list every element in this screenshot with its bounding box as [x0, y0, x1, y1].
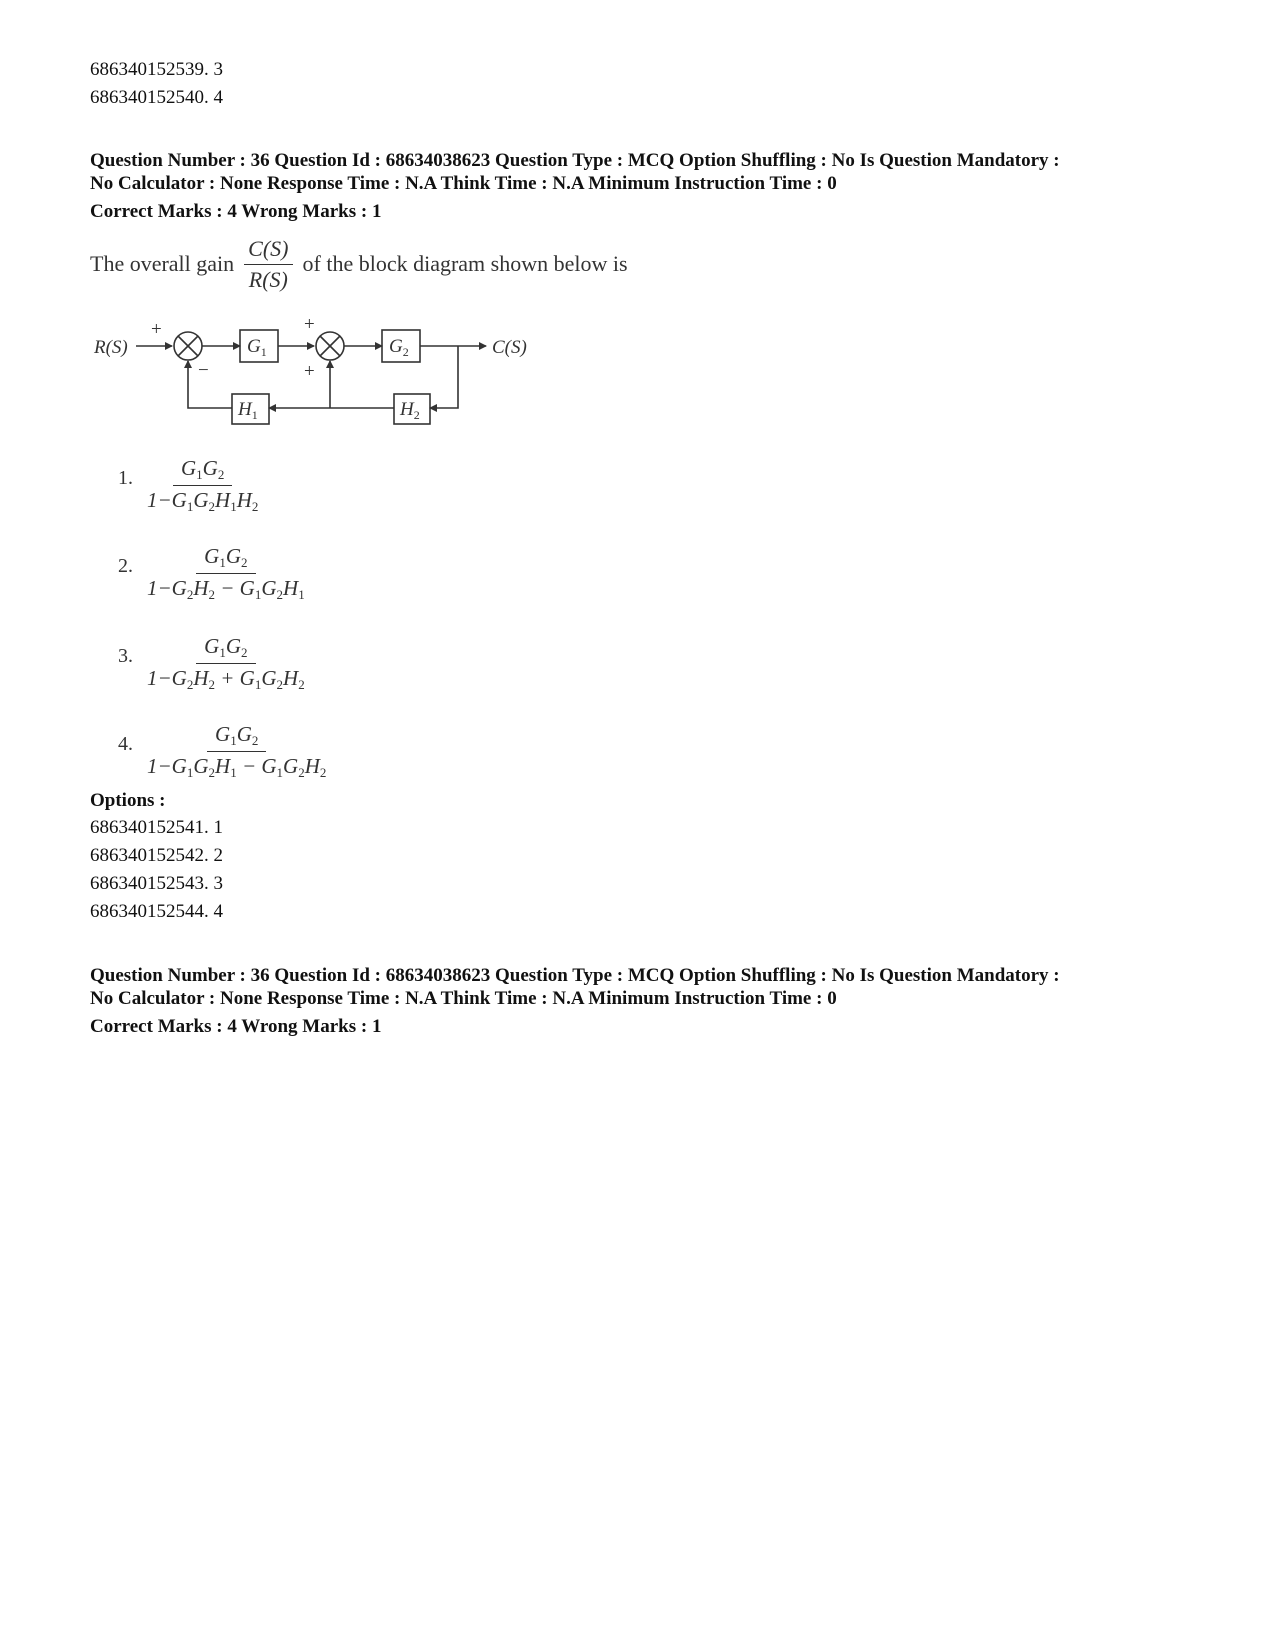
choice-1-denominator: $1-G_1G_2H_1H_2$ — [147, 488, 259, 514]
block-h2-label: $H_2$ — [400, 399, 420, 422]
next-question-header-line2: No Calculator : None Response Time : N.A Think Time : N.A Minimum Instruction Time : 0 — [90, 988, 837, 1009]
choice-3 — [118, 634, 309, 693]
stem-after: of the block diagram shown below is — [302, 251, 628, 276]
sign-sum2-bottom: + — [304, 361, 315, 382]
feedback-h1-path — [188, 361, 232, 408]
block-g1-label: $G_1$ — [247, 336, 267, 359]
block-h1-label: $H_1$ — [238, 399, 258, 422]
choice-2-denominator: $1-G_2H_2 - G_1G_2H_1$ — [147, 576, 305, 602]
next-question-header-line1: Question Number : 36 Question Id : 68634038623 Question Type : MCQ Option Shuffling : No Is Question Mandatory : — [90, 965, 1060, 986]
question-header-line2: No Calculator : None Response Time : N.A Think Time : N.A Minimum Instruction Time : 0 — [90, 173, 837, 194]
option-4: 686340152544. 4 — [90, 901, 223, 922]
previous-option-2: 686340152540. 4 — [90, 87, 223, 108]
question-marks: Correct Marks : 4 Wrong Marks : 1 — [90, 201, 382, 222]
choice-2 — [118, 544, 309, 603]
block-g2-label: $G_2$ — [389, 336, 409, 359]
choice-3-index: 3. — [118, 645, 133, 667]
choice-4-numerator: $G_1G_2$ — [207, 722, 266, 752]
option-2: 686340152542. 2 — [90, 845, 223, 866]
options-label: Options : — [90, 790, 166, 811]
choice-3-denominator: $1-G_2H_2 + G_1G_2H_2$ — [147, 666, 305, 692]
choice-2-fraction — [143, 544, 309, 603]
choice-4-index: 4. — [118, 733, 133, 755]
choice-1 — [118, 456, 262, 515]
choice-1-index: 1. — [118, 467, 133, 489]
option-3: 686340152543. 3 — [90, 873, 223, 894]
sign-sum1-input: + — [151, 319, 162, 340]
feedback-h2-path — [430, 346, 458, 408]
sign-sum1-feedback: − — [198, 360, 209, 381]
gain-numerator: C(S) — [244, 236, 292, 265]
stem-before: The overall gain — [90, 251, 235, 276]
choice-4-denominator: $1-G_1G_2H_1 - G_1G_2H_2$ — [147, 754, 327, 780]
gain-denominator: R(S) — [248, 266, 288, 292]
previous-option-1: 686340152539. 3 — [90, 59, 223, 80]
next-question-marks: Correct Marks : 4 Wrong Marks : 1 — [90, 1016, 382, 1037]
choice-2-numerator: $G_1G_2$ — [196, 544, 255, 574]
choice-4-fraction — [143, 722, 330, 781]
choice-4 — [118, 722, 330, 781]
option-1: 686340152541. 1 — [90, 817, 223, 838]
question-header-line1: Question Number : 36 Question Id : 68634038623 Question Type : MCQ Option Shuffling : No Is Question Mandatory : — [90, 150, 1060, 171]
sign-sum2-top: + — [304, 314, 315, 335]
choice-3-fraction — [143, 634, 309, 693]
choice-2-index: 2. — [118, 555, 133, 577]
output-label: C(S) — [492, 337, 527, 358]
choice-3-numerator: $G_1G_2$ — [196, 634, 255, 664]
input-label: R(S) — [94, 337, 128, 358]
choice-1-numerator: $G_1G_2$ — [173, 456, 232, 486]
choice-1-fraction — [143, 456, 262, 515]
